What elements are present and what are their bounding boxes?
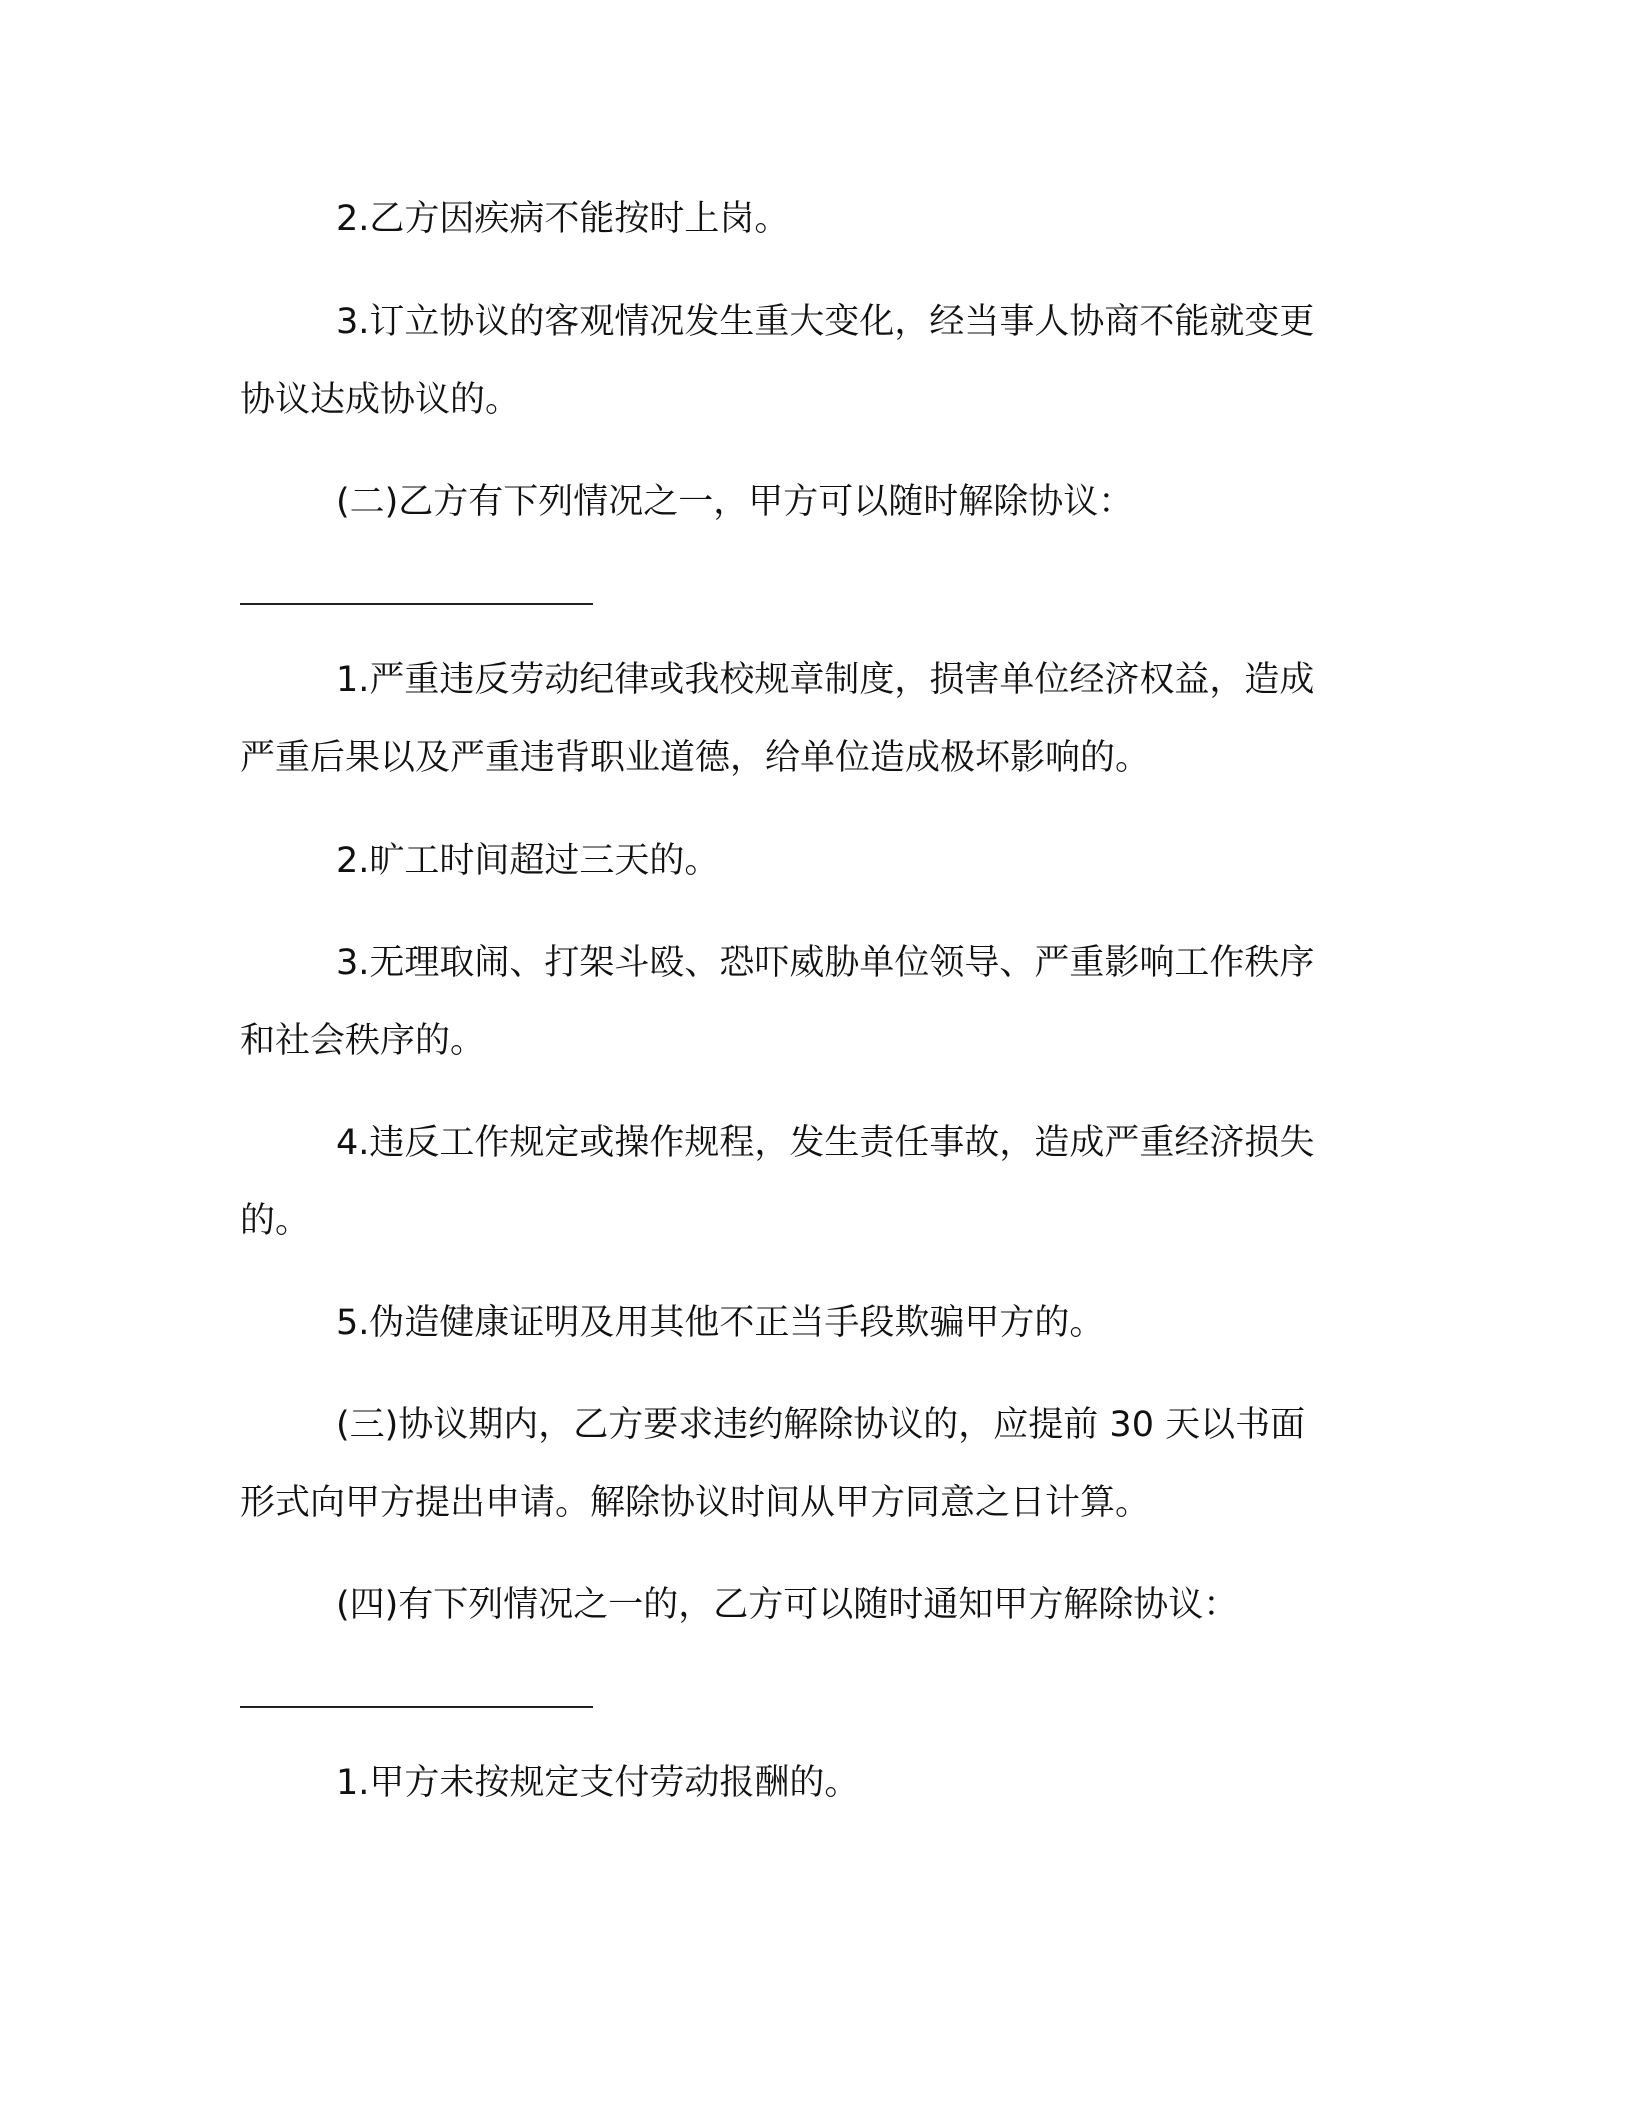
paragraph-line: (三)协议期内，乙方要求违约解除协议的，应提前 30 天以书面 [336,1405,1306,1445]
paragraph-absence [240,822,1380,900]
blank-fill-line [240,603,593,605]
paragraph-misconduct [240,924,1380,1080]
paragraph-line: 形式向甲方提出申请。解除协议时间从甲方同意之日计算。 [240,1483,1151,1523]
paragraph-line: 和社会秩序的。 [240,1021,486,1061]
paragraph-line: 的。 [240,1201,311,1241]
section-heading-3 [240,1386,1380,1542]
paragraph-line: 2.乙方因疾病不能按时上岗。 [336,199,790,239]
paragraph-line: 1.严重违反劳动纪律或我校规章制度，损害单位经济权益，造成 [336,660,1315,700]
blank-fill-line [240,1706,593,1708]
paragraph-line: (二)乙方有下列情况之一，甲方可以随时解除协议： [336,482,1134,522]
paragraph-line: (四)有下列情况之一的，乙方可以随时通知甲方解除协议： [336,1585,1239,1625]
paragraph-illness [240,180,1380,258]
paragraph-violation [240,1104,1380,1260]
paragraph-line: 协议达成协议的。 [240,380,521,420]
paragraph-line: 5.伪造健康证明及用其他不正当手段欺骗甲方的。 [336,1303,1105,1343]
section-heading-2 [240,463,1380,541]
paragraph-line: 3.无理取闹、打架斗殴、恐吓威胁单位领导、严重影响工作秩序 [336,943,1315,983]
paragraph-line: 严重后果以及严重违背职业道德，给单位造成极坏影响的。 [240,738,1151,778]
paragraph-line: 1.甲方未按规定支付劳动报酬的。 [336,1763,860,1803]
paragraph-unpaid-wages [240,1744,1380,1822]
paragraph-forgery [240,1284,1380,1362]
paragraph-line: 2.旷工时间超过三天的。 [336,841,720,881]
paragraph-discipline [240,641,1380,797]
section-heading-4 [240,1566,1380,1644]
paragraph-line: 3.订立协议的客观情况发生重大变化，经当事人协商不能就变更 [336,302,1315,342]
paragraph-circumstance-change [240,283,1380,439]
paragraph-line: 4.违反工作规定或操作规程，发生责任事故，造成严重经济损失 [336,1123,1315,1163]
